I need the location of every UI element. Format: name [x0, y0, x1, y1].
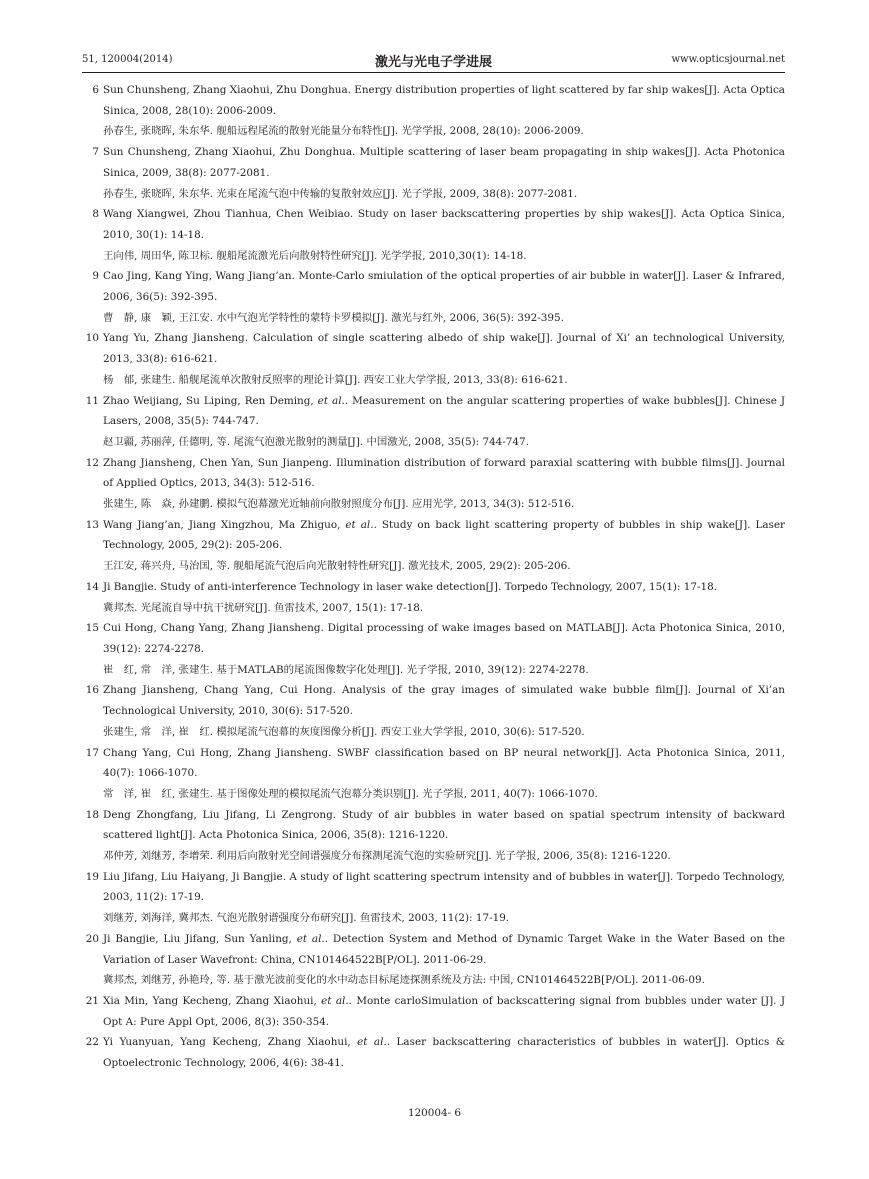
- reference-item: [82, 929, 785, 991]
- reference-item: [82, 80, 785, 142]
- reference-number: 17: [85, 746, 99, 759]
- reference-chinese: 孙春生, 张晓晖, 朱东华. 光束在尾流气泡中传输的复散射效应[J]. 光子学报, 2009, 38(8): 2077-2081.: [103, 187, 578, 200]
- reference-english: [103, 991, 785, 1032]
- reference-chinese: 冀邦杰, 刘继芳, 孙艳玲, 等. 基于激光波前变化的水中动态目标尾迹探测系统及方法: 中国, CN101464522B[P/OL]. 2011-06-09.: [103, 974, 705, 987]
- reference-chinese: 杨 郁, 张建生. 船舰尾流单次散射反照率的理论计算[J]. 西安工业大学学报, 2013, 33(8): 616-621.: [103, 373, 568, 386]
- reference-item: [82, 453, 785, 515]
- reference-english: Chang Yang, Cui Hong, Zhang Jiansheng. SWBF classification based on BP neural network[J]. Acta Photonica Sinica, 2011, 40(7): 1066-1070.: [103, 746, 785, 780]
- reference-number: 9: [92, 270, 99, 283]
- reference-number: 18: [85, 808, 99, 821]
- reference-number: 14: [85, 580, 99, 593]
- reference-item: [82, 328, 785, 390]
- reference-english: Cui Hong, Chang Yang, Zhang Jiansheng. Digital processing of wake images based on MATLAB[J]. Acta Photonica Sinica, 2010, 39(12): 2274-2278.: [103, 622, 785, 655]
- reference-authors: Xia Min, Yang Kecheng, Zhang Xiaohui,: [103, 994, 322, 1007]
- reference-chinese: 王江安, 蒋兴舟, 马治国, 等. 舰船尾流气泡后向光散射特性研究[J]. 激光技术, 2005, 29(2): 205-206.: [103, 560, 571, 573]
- reference-number: 7: [92, 146, 99, 159]
- reference-item: [82, 142, 785, 204]
- reference-details: . Measurement on the angular scattering properties of wake bubbles[J]. Chinese J Lasers, 2008, 35(5): 744-747.: [103, 394, 786, 428]
- reference-english: Sun Chunsheng, Zhang Xiaohui, Zhu Donghua. Energy distribution properties of light scattered by far ship wakes[J]. Acta Optica Sinica, 2008, 28(10): 2006-2009.: [103, 84, 785, 117]
- reference-details: . Laser backscattering characteristics of bubbles in water[J]. Optics & Optoelectronic Technology, 2006, 4(6): 38-41.: [103, 1036, 785, 1070]
- reference-number: 8: [92, 208, 99, 221]
- reference-details: . Detection System and Method of Dynamic Target Wake in the Water Based on the Variation of Laser Wavefront: China, CN101464522B[P/OL]. 2011-06-29.: [103, 932, 786, 966]
- reference-number: 20: [85, 932, 99, 945]
- reference-item: [82, 991, 785, 1032]
- reference-item: [82, 618, 785, 680]
- reference-chinese: 常 洋, 崔 红, 张建生. 基于图像处理的模拟尾流气泡幕分类识别[J]. 光子学报, 2011, 40(7): 1066-1070.: [103, 787, 598, 800]
- reference-item: [82, 743, 785, 805]
- reference-chinese: 张建生, 陈 焱, 孙建鹏. 模拟气泡幕激光近轴前向散射照度分布[J]. 应用光学, 2013, 34(3): 512-516.: [103, 498, 575, 511]
- reference-english: Zhang Jiansheng, Chang Yang, Cui Hong. Analysis of the gray images of simulated wake bubble film[J]. Journal of Xi’an Technological University, 2010, 30(6): 517-520.: [103, 684, 785, 718]
- reference-english: Wang Xiangwei, Zhou Tianhua, Chen Weibiao. Study on laser backscattering properties by ship wakes[J]. Acta Optica Sinica, 2010, 30(1): 14-18.: [103, 208, 785, 241]
- reference-item: [82, 867, 785, 929]
- page-header: [82, 50, 785, 73]
- et-al: et al.: [296, 932, 325, 945]
- reference-english: Ji Bangjie. Study of anti-interference Technology in laser wake detection[J]. Torpedo Technology, 2007, 15(1): 17-18.: [103, 580, 718, 593]
- reference-number: 11: [85, 394, 99, 407]
- reference-number: 12: [85, 456, 99, 469]
- reference-chinese: 崔 红, 常 洋, 张建生. 基于MATLAB的尾流图像数字化处理[J]. 光子学报, 2010, 39(12): 2274-2278.: [103, 663, 589, 676]
- reference-chinese: 曹 静, 康 颖, 王江安. 水中气泡光学特性的蒙特卡罗模拟[J]. 激光与红外, 2006, 36(5): 392-395.: [103, 311, 564, 324]
- reference-english: Cao Jing, Kang Ying, Wang Jiang’an. Monte-Carlo smiulation of the optical properties of air bubble in water[J]. Laser & Infrared, 2006, 36(5): 392-395.: [103, 270, 785, 304]
- reference-item: [82, 391, 785, 453]
- reference-item: [82, 577, 785, 618]
- reference-number: 16: [85, 684, 99, 697]
- reference-details: . Study on back light scattering property of bubbles in ship wake[J]. Laser Technology, 2005, 29(2): 205-206.: [103, 518, 785, 552]
- reference-chinese: 赵卫疆, 苏丽萍, 任德明, 等. 尾流气泡激光散射的测量[J]. 中国激光, 2008, 35(5): 744-747.: [103, 435, 529, 448]
- reference-number: 13: [85, 518, 99, 531]
- reference-english: [103, 1032, 785, 1073]
- reference-chinese: 冀邦杰. 光尾流自导中抗干扰研究[J]. 鱼雷技术, 2007, 15(1): 17-18.: [103, 601, 424, 614]
- reference-authors: Yi Yuanyuan, Yang Kecheng, Zhang Xiaohui,: [103, 1036, 358, 1049]
- journal-citation: 51, 120004(2014): [82, 54, 173, 65]
- journal-title: 激光与光电子学进展: [374, 55, 492, 70]
- reference-chinese: 张建生, 常 洋, 崔 红. 模拟尾流气泡幕的灰度图像分析[J]. 西安工业大学学报, 2010, 30(6): 517-520.: [103, 725, 585, 738]
- reference-authors: Zhao Weijiang, Su Liping, Ren Deming,: [103, 394, 318, 407]
- reference-number: 10: [85, 332, 99, 345]
- reference-number: 6: [92, 84, 99, 96]
- reference-english: [103, 515, 785, 556]
- reference-item: [82, 204, 785, 266]
- reference-number: 21: [85, 994, 99, 1007]
- reference-english: Sun Chunsheng, Zhang Xiaohui, Zhu Donghua. Multiple scattering of laser beam propagating in ship wakes[J]. Acta Photonica Sinica, 2009, 38(8): 2077-2081.: [103, 146, 785, 179]
- reference-item: [82, 805, 785, 867]
- reference-chinese: 刘继芳, 刘海洋, 冀邦杰. 气泡光散射谱强度分布研究[J]. 鱼雷技术, 2003, 11(2): 17-19.: [103, 912, 510, 925]
- reference-english: [103, 929, 785, 970]
- reference-english: [103, 391, 785, 432]
- reference-english: Deng Zhongfang, Liu Jifang, Li Zengrong. Study of air bubbles in water based on spatial spectrum intensity of backward scattered light[J]. Acta Photonica Sinica, 2006, 35(8): 1216-1220.: [103, 808, 785, 842]
- et-al: et al.: [317, 394, 345, 407]
- et-al: et al.: [345, 518, 374, 531]
- reference-number: 15: [85, 622, 99, 635]
- reference-authors: Ji Bangjie, Liu Jifang, Sun Yanling,: [103, 932, 297, 945]
- journal-website: www.opticsjournal.net: [671, 54, 785, 65]
- reference-chinese: 王向伟, 周田华, 陈卫标. 舰船尾流激光后向散射特性研究[J]. 光学学报, 2010,30(1): 14-18.: [103, 249, 527, 262]
- et-al: et al.: [357, 1036, 387, 1049]
- reference-item: [82, 680, 785, 742]
- reference-chinese: 孙春生, 张晓晖, 朱东华. 舰船远程尾流的散射光能量分布特性[J]. 光学学报, 2008, 28(10): 2006-2009.: [103, 125, 584, 138]
- reference-english: Yang Yu, Zhang Jiansheng. Calculation of single scattering albedo of ship wake[J]. Journal of Xi’ an technological University, 2013, 33(8): 616-621.: [103, 332, 785, 366]
- page-number: 120004- 6: [407, 1107, 462, 1119]
- reference-number: 19: [85, 870, 99, 883]
- reference-item: [82, 1032, 785, 1073]
- et-al: et al.: [321, 994, 349, 1007]
- reference-english: Zhang Jiansheng, Chen Yan, Sun Jianpeng. Illumination distribution of forward paraxial scattering with bubble films[J]. Journal of Applied Optics, 2013, 34(3): 512-516.: [103, 456, 785, 490]
- reference-english: Liu Jifang, Liu Haiyang, Ji Bangjie. A study of light scattering spectrum intensity and of bubbles in water[J]. Torpedo Technology, 2003, 11(2): 17-19.: [103, 870, 785, 904]
- reference-item: [82, 515, 785, 577]
- reference-details: . Monte carloSimulation of backscattering signal from bubbles under water [J]. J Opt A: Pure Appl Opt, 2006, 8(3): 350-354.: [103, 994, 785, 1028]
- reference-authors: Wang Jiang’an, Jiang Xingzhou, Ma Zhiguo,: [103, 518, 346, 531]
- reference-list: [82, 80, 785, 1074]
- reference-chinese: 邓仲芳, 刘继芳, 李增荣. 利用后向散射光空间谱强度分布探测尾流气泡的实验研究[J]. 光子学报, 2006, 35(8): 1216-1220.: [103, 850, 671, 863]
- reference-item: [82, 266, 785, 328]
- reference-number: 22: [85, 1036, 99, 1049]
